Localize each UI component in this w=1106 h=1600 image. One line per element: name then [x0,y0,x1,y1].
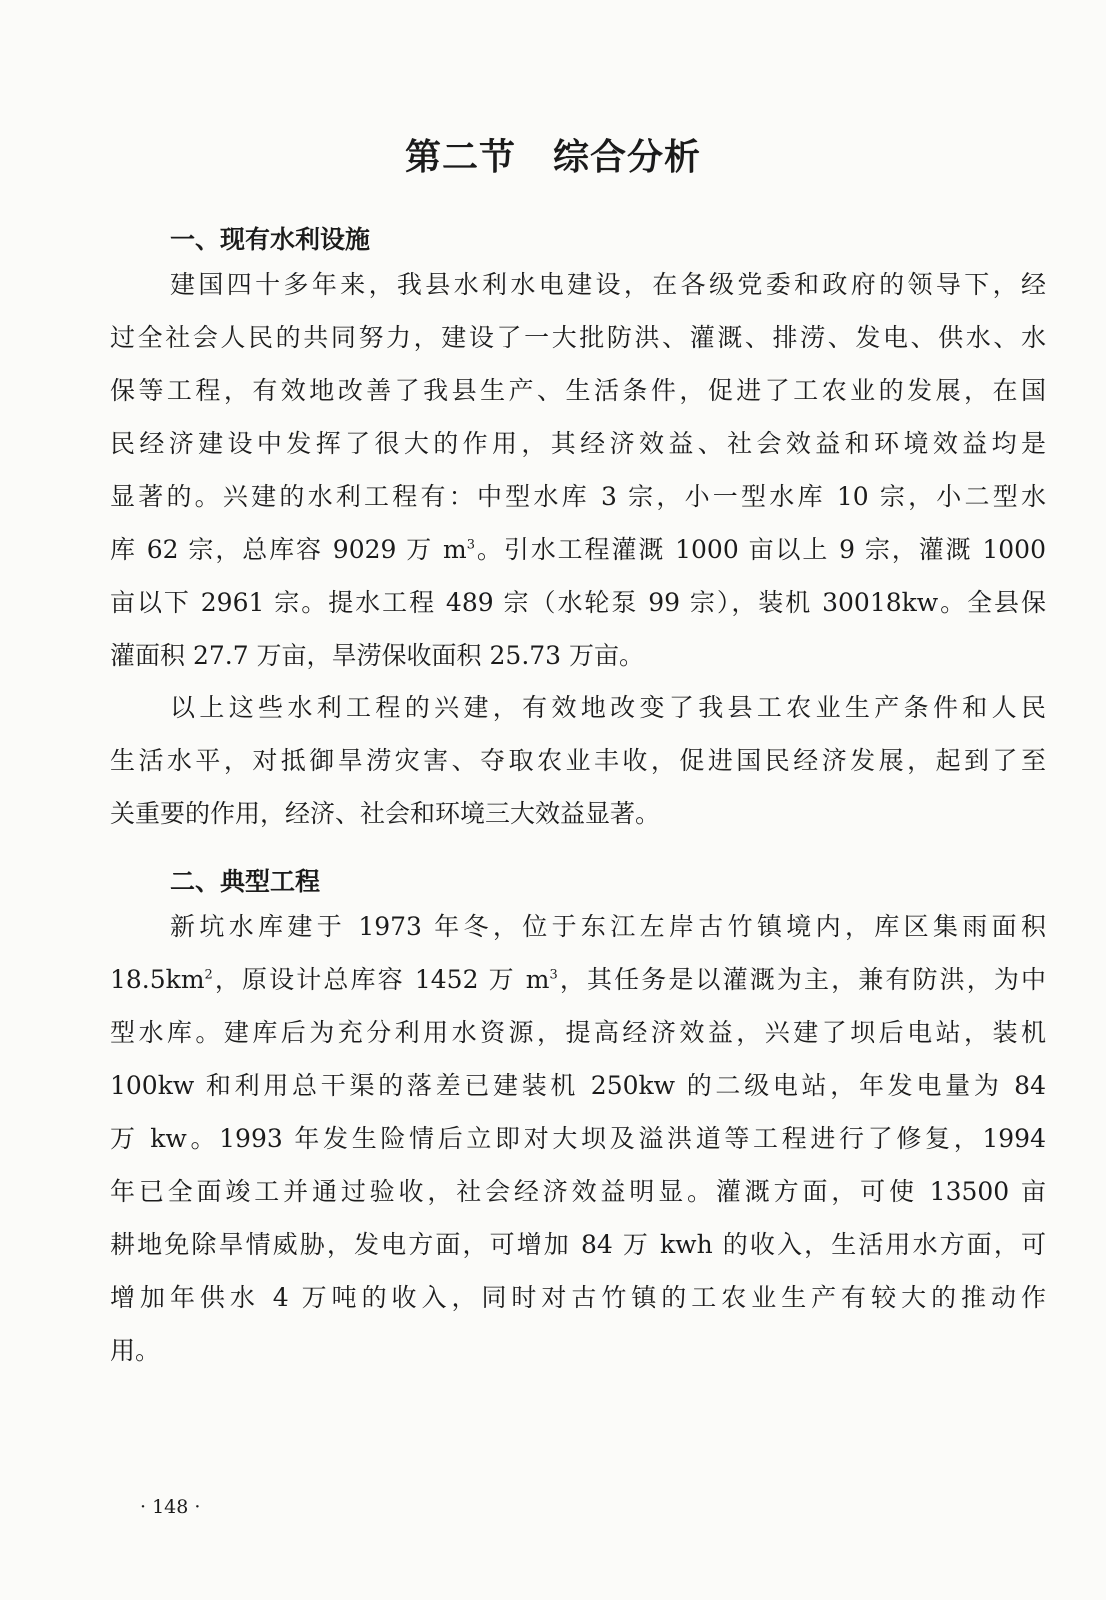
paragraph-line: 型水库。建库后为充分利用水资源，提高经济效益，兴建了坝后电站，装机 [110,1018,1046,1047]
paragraph-line: 万 kw。1993 年发生险情后立即对大坝及溢洪道等工程进行了修复，1994 [110,1124,1046,1153]
heading-existing-facilities: 一、现有水利设施 [170,225,371,254]
paragraph-line: 亩以下 2961 宗。提水工程 489 宗（水轮泵 99 宗），装机 30018kw。全县保 [110,588,1046,617]
paragraph-line: 民经济建设中发挥了很大的作用，其经济效益、社会效益和环境效益均是 [110,429,1046,458]
paragraph-line: 建国四十多年来，我县水利水电建设，在各级党委和政府的领导下，经 [170,270,1046,299]
paragraph-line: $18.5km^2$，原设计总库容 1452 万 $m^3$，其任务是以灌溉为主，兼有防洪，为中 [110,965,1046,994]
paragraph-line: 生活水平，对抵御旱涝灾害、夺取农业丰收，促进国民经济发展，起到了至 [110,746,1046,775]
paragraph-line: 年已全面竣工并通过验收，社会经济效益明显。灌溉方面，可使 13500 亩 [110,1177,1046,1206]
page-number: · 148 · [140,1496,201,1518]
paragraph-line: 新坑水库建于 1973 年冬，位于东江左岸古竹镇境内，库区集雨面积 [170,912,1046,941]
paragraph-line: 显著的。兴建的水利工程有：中型水库 3 宗，小一型水库 10 宗，小二型水 [110,482,1046,511]
paragraph-line: 100kw 和利用总干渠的落差已建装机 250kw 的二级电站，年发电量为 84 [110,1071,1046,1100]
paragraph-line: 灌面积 27.7 万亩，旱涝保收面积 25.73 万亩。 [110,641,645,670]
paragraph-line: 关重要的作用，经济、社会和环境三大效益显著。 [110,799,661,828]
paragraph-line: 过全社会人民的共同努力，建设了一大批防洪、灌溉、排涝、发电、供水、水 [110,323,1046,352]
paragraph-line: 耕地免除旱情威胁，发电方面，可增加 84 万 kwh 的收入，生活用水方面，可 [110,1230,1046,1259]
paragraph-line: 增加年供水 4 万吨的收入，同时对古竹镇的工农业生产有较大的推动作 [110,1283,1046,1312]
section-title: 第二节 综合分析 [404,137,701,178]
heading-typical-project: 二、典型工程 [170,867,321,896]
paragraph-line: 以上这些水利工程的兴建，有效地改变了我县工农业生产条件和人民 [170,693,1046,722]
paragraph-line: 保等工程，有效地改善了我县生产、生活条件，促进了工农业的发展，在国 [110,376,1046,405]
paragraph-line: 用。 [110,1336,161,1365]
paragraph-line: 库 62 宗，总库容 9029 万 $m^3$。引水工程灌溉 1000 亩以上 9 宗，灌溉 1000 [110,535,1046,564]
